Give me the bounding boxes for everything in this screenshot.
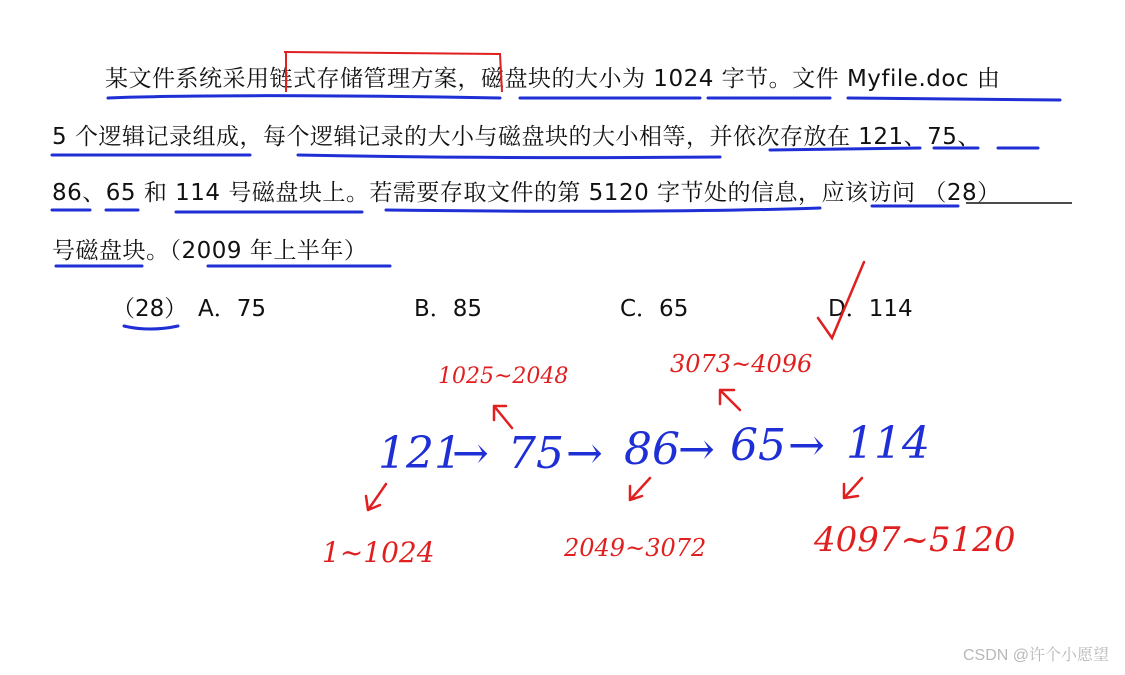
underline: [124, 326, 178, 329]
arrow-icon: [720, 390, 740, 410]
arrow-icon: [630, 478, 650, 500]
option-d[interactable]: D．114: [828, 296, 913, 322]
chain-block-3: 86: [624, 424, 680, 475]
arrow-icon: [844, 478, 862, 498]
chain-arrow: →: [566, 428, 603, 479]
option-a[interactable]: A．75: [198, 296, 267, 322]
check-icon: [818, 262, 864, 338]
question-line-3: 86、65 和 114 号磁盘块上。若需要存取文件的第 5120 字节处的信息，应该访问 （28）: [52, 180, 1001, 206]
question-line-1: 某文件系统采用链式存储管理方案，磁盘块的大小为 1024 字节。文件 Myfile.doc 由: [58, 66, 1001, 92]
option-b[interactable]: B．85: [414, 296, 483, 322]
range-block-4: 3073~4096: [670, 350, 813, 378]
arrow-icon: [366, 484, 386, 510]
range-block-2: 1025~2048: [438, 364, 569, 389]
underline: [108, 96, 500, 98]
underline: [770, 148, 920, 150]
underline: [298, 155, 720, 158]
chain-block-5: 114: [846, 418, 930, 469]
question-line-2: 5 个逻辑记录组成，每个逻辑记录的大小与磁盘块的大小相等，并依次存放在 121、75、: [52, 124, 981, 150]
chain-block-2: 75: [508, 428, 564, 479]
option-c[interactable]: C．65: [620, 296, 689, 322]
chain-arrow: →: [678, 424, 715, 475]
watermark: CSDN @许个小愿望: [962, 647, 1109, 664]
question-number: （28）: [112, 296, 188, 322]
red-box: [284, 52, 502, 92]
arrow-icon: [494, 406, 512, 428]
range-block-3: 2049~3072: [564, 534, 707, 562]
chain-block-4: 65: [730, 420, 786, 471]
question-line-4: 号磁盘块。（2009 年上半年）: [52, 238, 368, 264]
underline: [386, 208, 820, 211]
underline: [848, 98, 1060, 100]
chain-block-1: 121: [378, 428, 462, 479]
range-block-5: 4097~5120: [814, 520, 1016, 560]
chain-arrow: →: [788, 420, 825, 471]
range-block-1: 1~1024: [322, 536, 435, 569]
chain-arrow: →: [452, 428, 489, 479]
